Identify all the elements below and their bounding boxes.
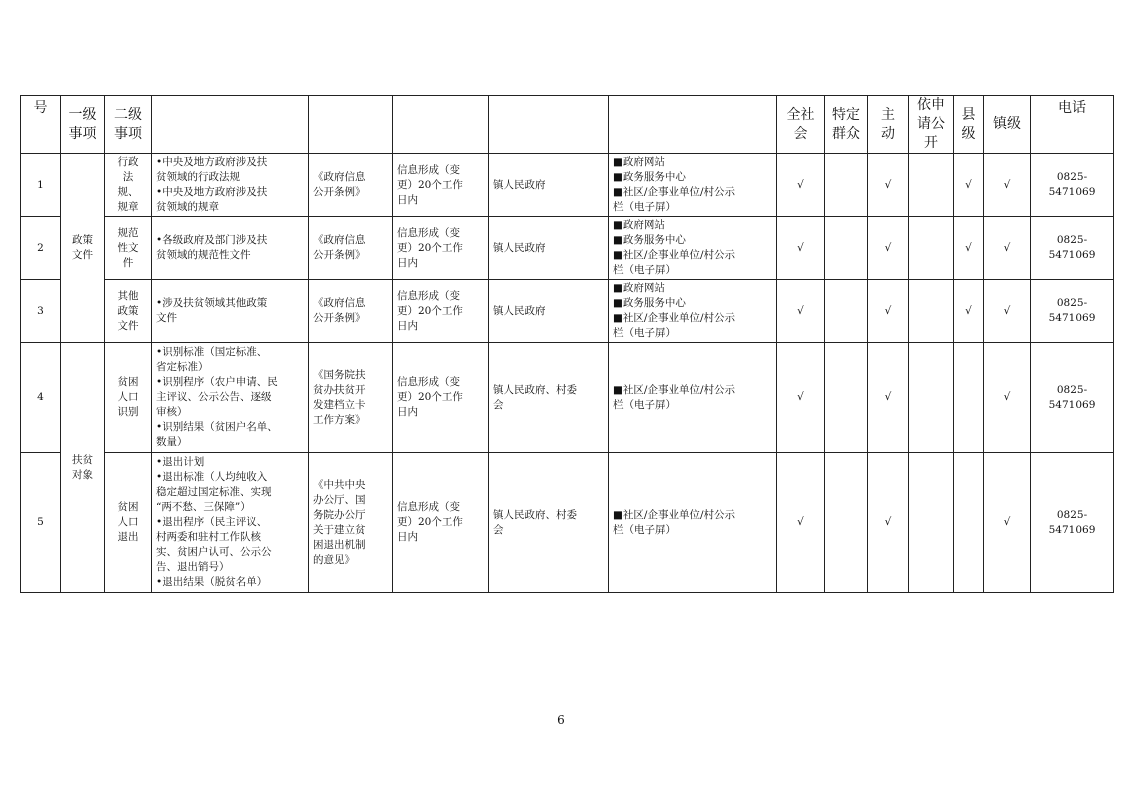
check-active: √ bbox=[868, 154, 909, 217]
level2-item-line: 性文 bbox=[117, 241, 139, 254]
phone-number bbox=[1031, 343, 1114, 453]
header-subject bbox=[489, 96, 609, 154]
disclosure-content-line: 村两委和驻村工作队核 bbox=[156, 531, 261, 543]
disclosure-channel bbox=[609, 154, 777, 217]
disclosure-content-line: 审核） bbox=[156, 406, 188, 418]
disclosure-subject bbox=[489, 280, 609, 343]
header-phone: 电话 bbox=[1031, 96, 1114, 154]
disclosure-channel-line: 栏（电子屏） bbox=[613, 398, 676, 411]
disclosure-basis-line: 务院办公厅 bbox=[313, 508, 366, 521]
row-number: 3 bbox=[21, 280, 61, 343]
header-county-line: 级 bbox=[961, 125, 976, 142]
disclosure-basis-line: 贫办扶贫开 bbox=[313, 383, 366, 396]
disclosure-basis-line: 公开条例》 bbox=[313, 186, 366, 198]
level2-item-line: 人口 bbox=[117, 391, 139, 403]
level2-item bbox=[105, 280, 152, 343]
disclosure-time-line: 信息形成（变 bbox=[397, 226, 460, 239]
check-active: √ bbox=[868, 217, 909, 280]
header-on-request-line: 依申 bbox=[917, 97, 945, 113]
disclosure-time-line: 信息形成（变 bbox=[397, 501, 460, 513]
disclosure-time-line: 信息形成（变 bbox=[397, 376, 460, 388]
disclosure-time-line: 日内 bbox=[397, 193, 418, 206]
header-basis bbox=[309, 96, 393, 154]
check-specific-group bbox=[825, 343, 868, 453]
check-county bbox=[954, 343, 984, 453]
level1-item-line: 扶贫 bbox=[72, 453, 93, 466]
phone-number-line: 5471069 bbox=[1048, 186, 1096, 198]
disclosure-subject-line: 镇人民政府、村委 bbox=[493, 383, 577, 396]
table-row bbox=[21, 154, 1114, 217]
check-whole-society: √ bbox=[777, 217, 825, 280]
disclosure-basis-line: 办公厅、国 bbox=[313, 493, 366, 506]
disclosure-channel-line: ■政府网站 bbox=[613, 219, 665, 231]
disclosure-content-line: •识别标准（国定标准、 bbox=[156, 346, 268, 358]
level2-item-line: 贫困 bbox=[117, 376, 139, 388]
level2-item-line: 规范 bbox=[117, 226, 139, 239]
level2-item-line: 其他 bbox=[117, 289, 139, 302]
header-time bbox=[393, 96, 489, 154]
header-town: 镇级 bbox=[984, 96, 1031, 154]
check-county: √ bbox=[954, 280, 984, 343]
disclosure-time-line: 更）20个工作 bbox=[397, 516, 463, 528]
disclosure-basis bbox=[309, 343, 393, 453]
phone-number-line: 0825- bbox=[1056, 171, 1088, 183]
header-on-request-line: 开 bbox=[924, 135, 938, 151]
phone-number-line: 5471069 bbox=[1048, 249, 1096, 261]
disclosure-content-line: •识别程序（农户申请、民 bbox=[156, 376, 278, 388]
header-county-line: 县 bbox=[961, 106, 976, 123]
check-specific-group bbox=[825, 280, 868, 343]
disclosure-channel-line: ■社区/企事业单位/村公示 bbox=[613, 249, 735, 261]
check-on-request bbox=[909, 453, 954, 593]
disclosure-basis-line: 《中共中央 bbox=[313, 478, 366, 491]
disclosure-content-line: 数量） bbox=[156, 436, 188, 448]
phone-number-line: 0825- bbox=[1056, 297, 1088, 309]
disclosure-time-line: 信息形成（变 bbox=[397, 289, 460, 302]
disclosure-basis-line: 公开条例》 bbox=[313, 249, 366, 261]
check-active: √ bbox=[868, 453, 909, 593]
header-active-line: 动 bbox=[881, 125, 895, 142]
header-specific-group bbox=[825, 96, 868, 154]
level2-item-line: 政策 bbox=[117, 304, 139, 317]
level2-item-line: 件 bbox=[122, 256, 134, 269]
disclosure-basis-line: 《政府信息 bbox=[313, 234, 366, 246]
phone-number-line: 5471069 bbox=[1048, 523, 1096, 536]
disclosure-content-line: •退出计划 bbox=[156, 456, 205, 468]
check-town: √ bbox=[984, 280, 1031, 343]
disclosure-time bbox=[393, 154, 489, 217]
level2-item-line: 法 bbox=[122, 171, 134, 183]
header-specific-group-line: 特定 bbox=[832, 106, 860, 123]
disclosure-channel-line: ■政府网站 bbox=[613, 156, 665, 168]
disclosure-table bbox=[20, 95, 1114, 593]
disclosure-basis-line: 公开条例》 bbox=[313, 312, 366, 324]
check-whole-society: √ bbox=[777, 343, 825, 453]
check-county bbox=[954, 453, 984, 593]
disclosure-channel bbox=[609, 453, 777, 593]
table-row bbox=[21, 453, 1114, 593]
disclosure-time-line: 更）20个工作 bbox=[397, 178, 463, 191]
disclosure-content-line: •识别结果（贫困户名单、 bbox=[156, 421, 278, 433]
disclosure-content-line: •中央及地方政府涉及扶 bbox=[156, 156, 268, 168]
disclosure-channel-line: ■政府网站 bbox=[613, 282, 665, 294]
table-row bbox=[21, 217, 1114, 280]
disclosure-channel-line: ■政务服务中心 bbox=[613, 297, 686, 309]
disclosure-subject-line: 镇人民政府 bbox=[493, 241, 546, 254]
header-level2-line: 事项 bbox=[114, 125, 142, 142]
check-town: √ bbox=[984, 217, 1031, 280]
disclosure-content bbox=[152, 280, 309, 343]
disclosure-content-line: •涉及扶贫领域其他政策 bbox=[156, 297, 268, 309]
check-whole-society: √ bbox=[777, 280, 825, 343]
header-content bbox=[152, 96, 309, 154]
header-level1-line: 事项 bbox=[68, 125, 97, 142]
disclosure-channel-line: ■政务服务中心 bbox=[613, 171, 686, 183]
disclosure-channel bbox=[609, 343, 777, 453]
disclosure-content-line: 告、退出销号） bbox=[156, 561, 230, 573]
header-whole-society bbox=[777, 96, 825, 154]
phone-number bbox=[1031, 280, 1114, 343]
page-number: 6 bbox=[557, 713, 565, 727]
disclosure-content bbox=[152, 453, 309, 593]
header-level1-line: 一级 bbox=[68, 106, 97, 123]
check-active: √ bbox=[868, 280, 909, 343]
disclosure-content-line: 省定标准） bbox=[156, 361, 209, 373]
check-town: √ bbox=[984, 453, 1031, 593]
disclosure-channel-line: 栏（电子屏） bbox=[613, 327, 676, 339]
disclosure-content bbox=[152, 217, 309, 280]
disclosure-content-line: 贫领域的规章 bbox=[156, 201, 219, 213]
check-on-request bbox=[909, 154, 954, 217]
level2-item bbox=[105, 154, 152, 217]
disclosure-content-line: 文件 bbox=[156, 312, 177, 324]
disclosure-time bbox=[393, 453, 489, 593]
disclosure-subject bbox=[489, 154, 609, 217]
disclosure-content-line: 稳定超过国定标准、实现 bbox=[156, 486, 272, 498]
disclosure-subject bbox=[489, 343, 609, 453]
disclosure-time-line: 更）20个工作 bbox=[397, 304, 463, 317]
disclosure-basis-line: 的意见》 bbox=[313, 553, 355, 566]
disclosure-time-line: 日内 bbox=[397, 319, 418, 332]
header-county bbox=[954, 96, 984, 154]
disclosure-basis bbox=[309, 280, 393, 343]
disclosure-basis-line: 《政府信息 bbox=[313, 297, 366, 309]
disclosure-time-line: 日内 bbox=[397, 406, 418, 418]
disclosure-time bbox=[393, 343, 489, 453]
disclosure-content-line: 实、贫困户认可、公示公 bbox=[156, 546, 272, 558]
check-on-request bbox=[909, 217, 954, 280]
disclosure-content-line: •各级政府及部门涉及扶 bbox=[156, 234, 268, 246]
check-specific-group bbox=[825, 154, 868, 217]
header-no: 号 bbox=[21, 96, 61, 154]
header-on-request bbox=[909, 96, 954, 154]
disclosure-content-line: “两不愁、三保障”） bbox=[156, 501, 251, 513]
phone-number bbox=[1031, 154, 1114, 217]
row-number: 4 bbox=[21, 343, 61, 453]
disclosure-basis-line: 《政府信息 bbox=[313, 171, 366, 183]
header-row bbox=[21, 96, 1114, 154]
check-whole-society: √ bbox=[777, 154, 825, 217]
disclosure-content-line: •中央及地方政府涉及扶 bbox=[156, 186, 268, 198]
disclosure-content-line: •退出标准（人均纯收入 bbox=[156, 471, 268, 483]
header-channel bbox=[609, 96, 777, 154]
header-level2 bbox=[105, 96, 152, 154]
disclosure-basis-line: 发建档立卡 bbox=[313, 398, 366, 411]
level2-item-line: 贫困 bbox=[117, 501, 139, 513]
disclosure-subject-line: 会 bbox=[493, 398, 504, 411]
table-row bbox=[21, 280, 1114, 343]
disclosure-channel-line: 栏（电子屏） bbox=[613, 523, 676, 536]
disclosure-basis bbox=[309, 154, 393, 217]
disclosure-subject-line: 镇人民政府 bbox=[493, 304, 546, 317]
level2-item-line: 行政 bbox=[117, 156, 139, 168]
header-active bbox=[868, 96, 909, 154]
row-number: 1 bbox=[21, 154, 61, 217]
phone-number-line: 0825- bbox=[1056, 508, 1088, 521]
disclosure-content-line: •退出程序（民主评议、 bbox=[156, 516, 268, 528]
disclosure-content-line: 贫领域的行政法规 bbox=[156, 171, 240, 183]
disclosure-subject bbox=[489, 453, 609, 593]
disclosure-channel-line: ■社区/企事业单位/村公示 bbox=[613, 312, 735, 324]
disclosure-content bbox=[152, 343, 309, 453]
disclosure-channel-line: ■政务服务中心 bbox=[613, 234, 686, 246]
disclosure-time-line: 更）20个工作 bbox=[397, 391, 463, 403]
disclosure-subject-line: 镇人民政府 bbox=[493, 178, 546, 191]
disclosure-basis-line: 《国务院扶 bbox=[313, 368, 366, 381]
level2-item-line: 规章 bbox=[117, 201, 139, 213]
phone-number-line: 5471069 bbox=[1048, 398, 1096, 411]
disclosure-channel bbox=[609, 217, 777, 280]
header-whole-society-line: 全社 bbox=[786, 106, 815, 123]
disclosure-subject-line: 镇人民政府、村委 bbox=[493, 508, 577, 521]
disclosure-content bbox=[152, 154, 309, 217]
header-on-request-line: 请公 bbox=[917, 116, 945, 132]
phone-number-line: 0825- bbox=[1056, 234, 1088, 246]
check-town: √ bbox=[984, 154, 1031, 217]
header-level1 bbox=[61, 96, 105, 154]
disclosure-basis-line: 关于建立贫 bbox=[313, 523, 366, 536]
phone-number bbox=[1031, 453, 1114, 593]
level2-item-line: 人口 bbox=[117, 516, 139, 528]
disclosure-time-line: 信息形成（变 bbox=[397, 163, 460, 176]
level2-item-line: 规、 bbox=[117, 186, 139, 198]
disclosure-time-line: 日内 bbox=[397, 531, 418, 543]
check-specific-group bbox=[825, 217, 868, 280]
level1-item-line: 政策 bbox=[72, 234, 93, 246]
table-row bbox=[21, 343, 1114, 453]
disclosure-channel-line: 栏（电子屏） bbox=[613, 201, 676, 213]
level1-item-line: 文件 bbox=[72, 249, 93, 261]
disclosure-time-line: 日内 bbox=[397, 256, 418, 269]
header-specific-group-line: 群众 bbox=[832, 125, 860, 142]
disclosure-channel-line: 栏（电子屏） bbox=[613, 264, 676, 276]
disclosure-content-line: 贫领域的规范性文件 bbox=[156, 249, 251, 261]
disclosure-content-line: •退出结果（脱贫名单） bbox=[156, 576, 268, 588]
disclosure-time bbox=[393, 280, 489, 343]
disclosure-basis-line: 工作方案》 bbox=[313, 413, 366, 426]
level2-item bbox=[105, 453, 152, 593]
check-town: √ bbox=[984, 343, 1031, 453]
disclosure-channel-line: ■社区/企事业单位/村公示 bbox=[613, 186, 735, 198]
disclosure-basis bbox=[309, 453, 393, 593]
check-on-request bbox=[909, 280, 954, 343]
disclosure-channel-line: ■社区/企事业单位/村公示 bbox=[613, 508, 735, 521]
disclosure-time bbox=[393, 217, 489, 280]
level1-item-line: 对象 bbox=[72, 468, 93, 481]
level1-item bbox=[61, 154, 105, 343]
check-county: √ bbox=[954, 154, 984, 217]
check-whole-society: √ bbox=[777, 453, 825, 593]
disclosure-subject-line: 会 bbox=[493, 523, 504, 536]
phone-number-line: 0825- bbox=[1056, 383, 1088, 396]
check-specific-group bbox=[825, 453, 868, 593]
check-county: √ bbox=[954, 217, 984, 280]
disclosure-subject bbox=[489, 217, 609, 280]
header-whole-society-line: 会 bbox=[793, 125, 808, 142]
level2-item bbox=[105, 343, 152, 453]
disclosure-channel bbox=[609, 280, 777, 343]
level2-item-line: 退出 bbox=[117, 531, 139, 543]
disclosure-channel-line: ■社区/企事业单位/村公示 bbox=[613, 383, 735, 396]
header-level2-line: 二级 bbox=[114, 106, 142, 123]
check-on-request bbox=[909, 343, 954, 453]
disclosure-content-line: 主评议、公示公告、逐级 bbox=[156, 391, 272, 403]
disclosure-basis bbox=[309, 217, 393, 280]
phone-number-line: 5471069 bbox=[1048, 312, 1096, 324]
header-active-line: 主 bbox=[881, 106, 895, 123]
check-active: √ bbox=[868, 343, 909, 453]
disclosure-time-line: 更）20个工作 bbox=[397, 241, 463, 254]
phone-number bbox=[1031, 217, 1114, 280]
disclosure-basis-line: 困退出机制 bbox=[313, 538, 366, 551]
row-number: 2 bbox=[21, 217, 61, 280]
level2-item-line: 识别 bbox=[117, 406, 139, 418]
level2-item-line: 文件 bbox=[117, 319, 139, 332]
level2-item bbox=[105, 217, 152, 280]
row-number: 5 bbox=[21, 453, 61, 593]
level1-item bbox=[61, 343, 105, 593]
